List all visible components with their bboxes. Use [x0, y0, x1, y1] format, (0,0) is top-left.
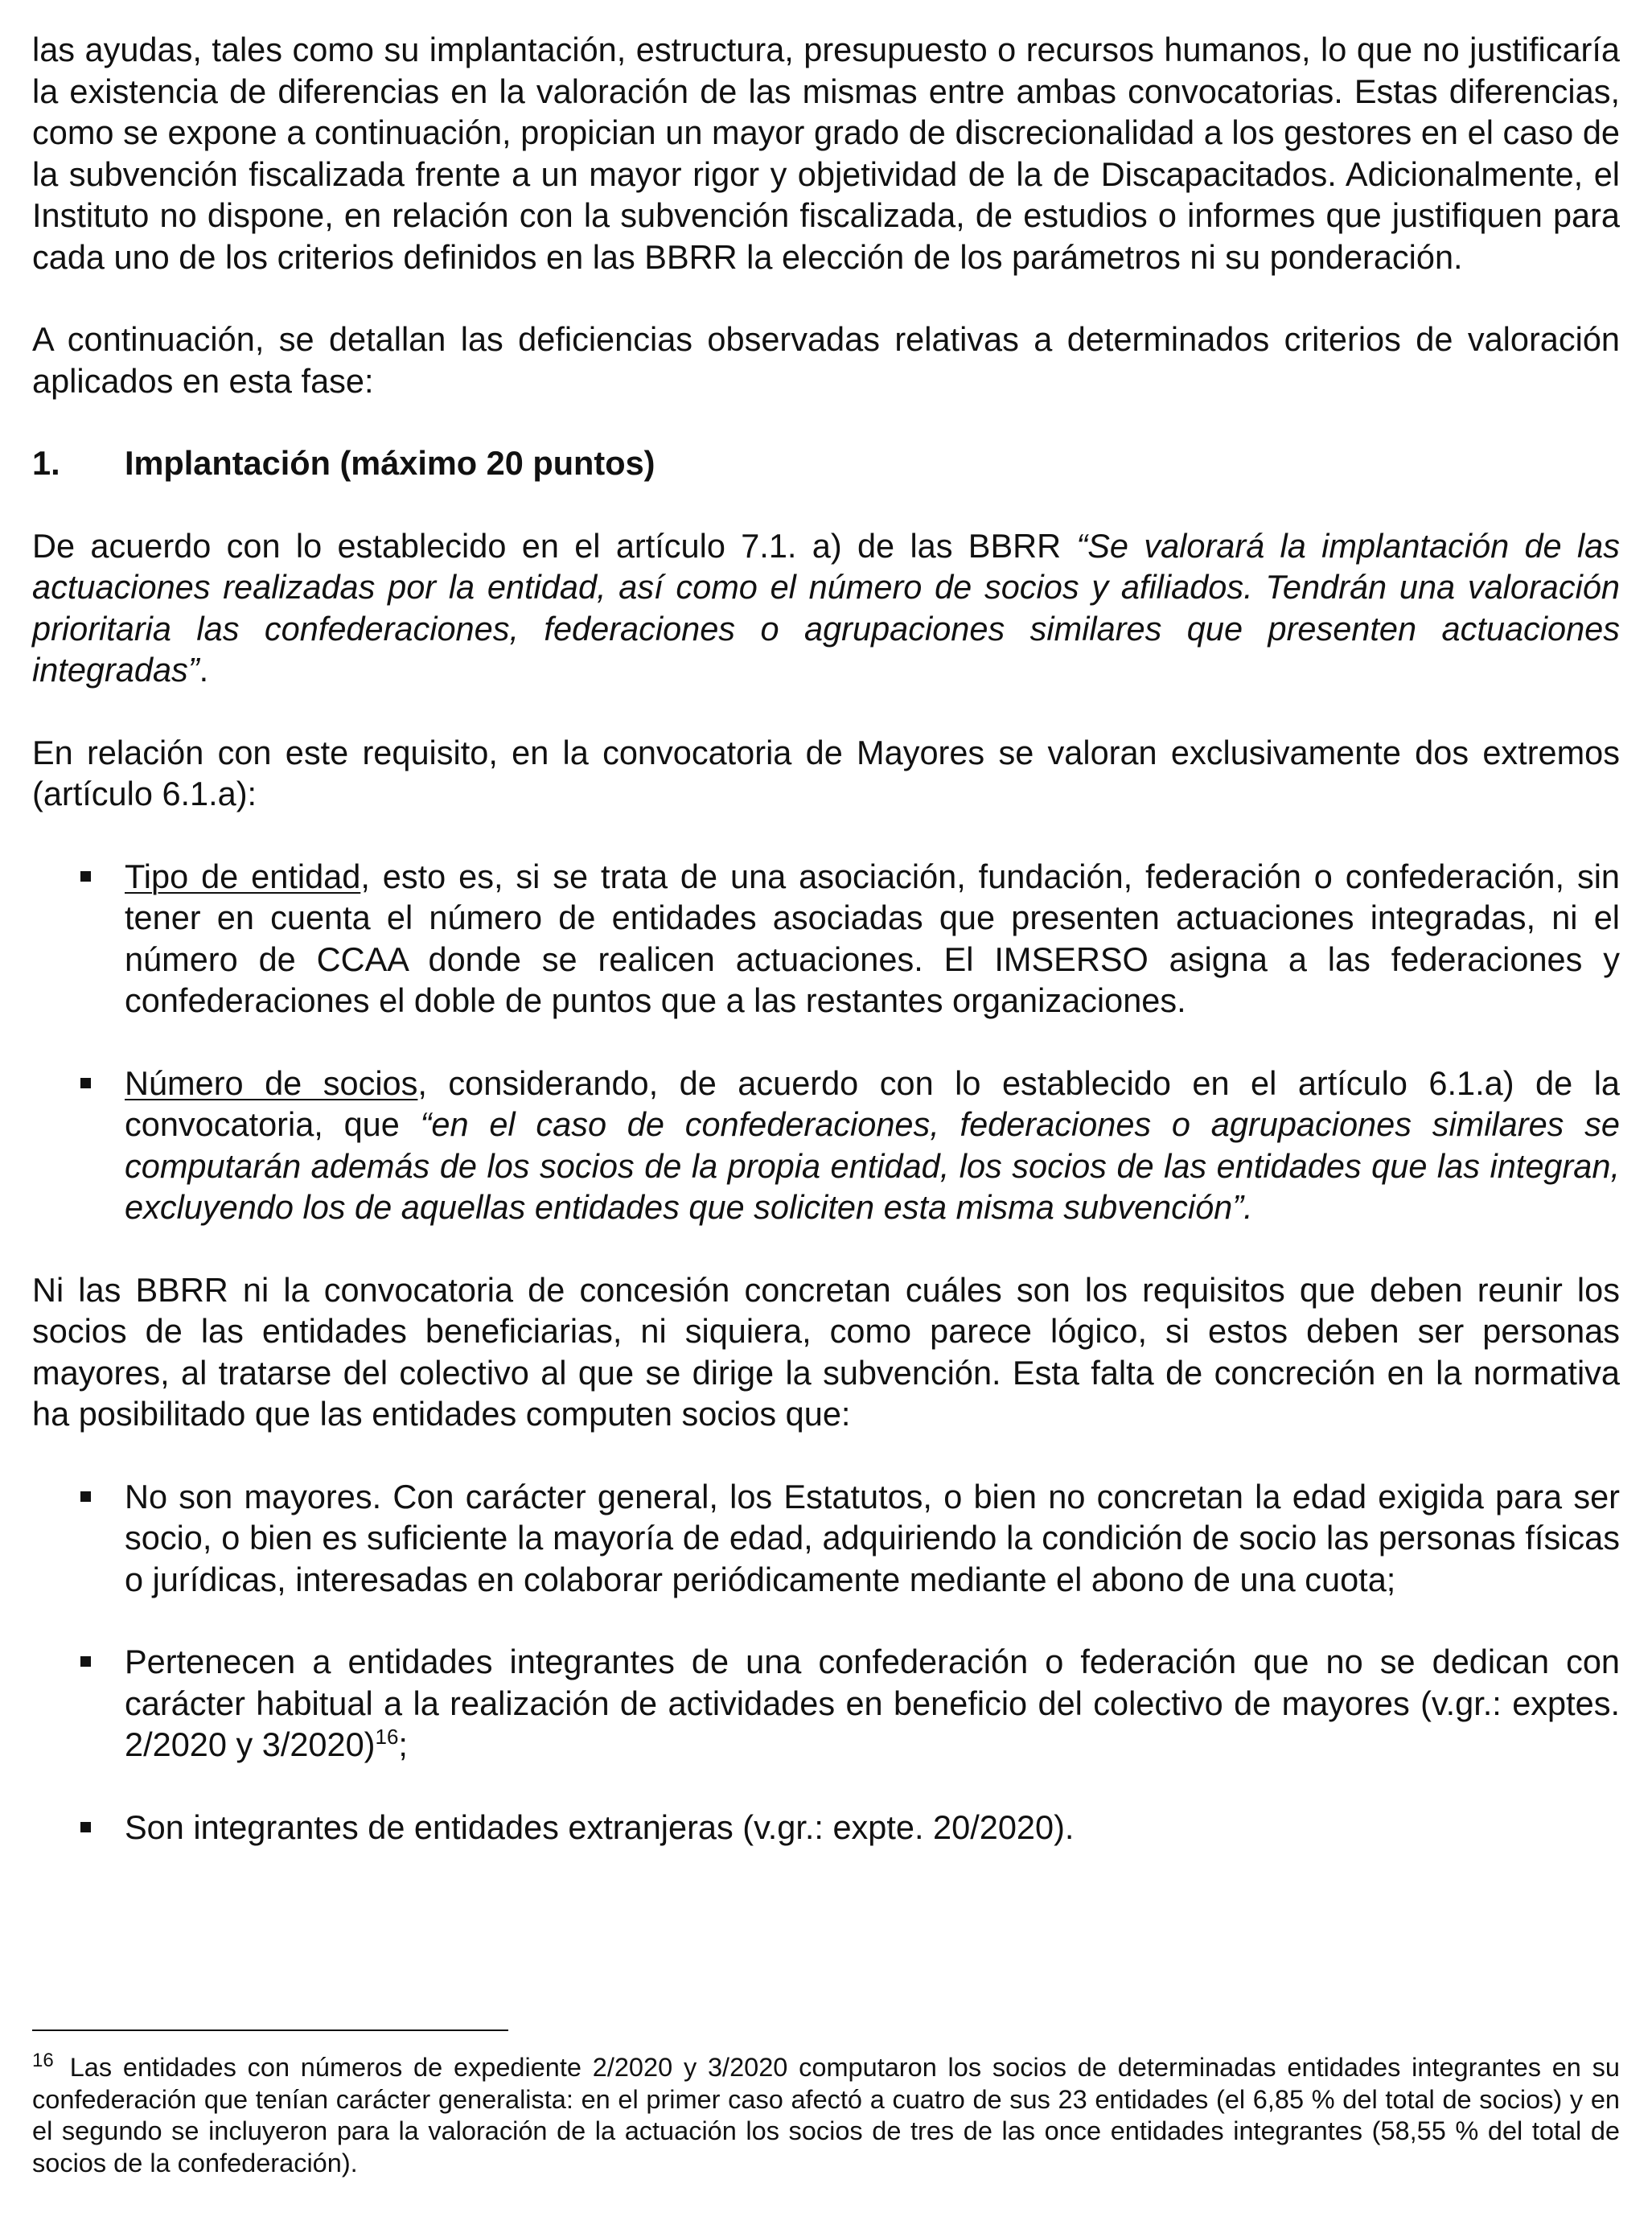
paragraph-end: . — [199, 651, 209, 689]
bullet-square-icon — [80, 1491, 91, 1502]
list-item — [32, 1807, 1620, 1848]
paragraph: las ayudas, tales como su implantación, estructura, presupuesto o recursos humanos, lo que no justificaría la existencia de diferencias en la valoración de las mismas entre ambas convocatorias. Estas diferencias, como se expone a continuación, propician un mayor grado de discrecionalidad a los gestores en el caso de la subvención fiscalizada frente a un mayor rigor y objetividad de la de Discapacitados. Adicionalmente, el Instituto no dispone, en relación con la subvención fiscalizada, de estudios o informes que justifiquen para cada uno de los criterios definidos en las BBRR la elección de los parámetros ni su ponderación. — [32, 31, 1620, 276]
paragraph: En relación con este requisito, en la convocatoria de Mayores se valoran exclusivamente dos extremos (artículo 6.1.a): — [32, 733, 1620, 812]
paragraph: A continuación, se detallan las deficiencias observadas relativas a determinados criterios de valoración aplicados en esta fase: — [32, 320, 1620, 400]
footnote-number: 16 — [32, 2050, 54, 2072]
list-item-text: , considerando, de acuerdo con lo establecido en el artículo 6.1.a) de la convocatoria, que — [125, 1063, 1621, 1143]
list-item — [32, 1641, 1620, 1766]
bullet-square-icon — [80, 871, 91, 882]
list-item-text: Pertenecen a entidades integrantes de una confederación o federación que no se dedican con carácter habitual a la realización de actividades en beneficio del colectivo de mayores (v.gr.: exptes. 2/2020 y 3/2020) — [125, 1643, 1620, 1763]
footnote-separator — [32, 2029, 508, 2031]
bullet-list — [32, 856, 1620, 1228]
bullet-list — [32, 1476, 1620, 1848]
list-item-text: , esto es, si se trata de una asociación, fundación, federación o confederación, sin tener en cuenta el número de entidades asociadas que presenten actuaciones integradas, ni el número de CCAA donde se realicen actuaciones. El IMSERSO asigna a las federaciones y confederaciones el doble de puntos que a las restantes organizaciones. — [125, 857, 1620, 1019]
quote: “Se valorará la implantación de las actuaciones realizadas por la entidad, así como el número de socios y afiliados. Tendrán una valoración prioritaria las confederaciones, federaciones o agrupaciones similares que presenten actuaciones integradas” — [32, 526, 1620, 689]
list-item-text: Son integrantes de entidades extranjeras (v.gr.: expte. 20/2020). — [125, 1807, 1075, 1846]
bullet-square-icon — [80, 1078, 91, 1088]
list-item-label: Número de socios — [125, 1063, 418, 1102]
paragraph-text: De acuerdo con lo establecido en el artículo 7.1. a) de las BBRR — [32, 526, 1077, 565]
quote: “en el caso de confederaciones, federaciones o agrupaciones similares se computarán además de los socios de la propia entidad, los socios de las entidades que las integran, excluyendo los de aquellas entidades que soliciten esta misma subvención”. — [125, 1105, 1620, 1226]
paragraph — [32, 525, 1620, 691]
list-item — [32, 1063, 1620, 1228]
list-item-end: ; — [398, 1725, 408, 1763]
footnote-text: Las entidades con números de expediente 2/2020 y 3/2020 computaron los socios de determinadas entidades integrantes en su confederación que tenían carácter generalista: en el primer caso afectó a cuatro de sus 23 entidades (el 6,85 % del total de socios) y en el segundo se incluyeron para la valoración de la actuación los socios de tres de las once entidades integrantes (58,55 % del total de socios de la confederación). — [32, 2053, 1620, 2177]
section-heading — [32, 442, 1620, 484]
paragraph: Ni las BBRR ni la convocatoria de concesión concretan cuáles son los requisitos que deben reunir los socios de las entidades beneficiarias, ni siquiera, como parece lógico, si estos deben ser personas mayores, al tratarse del colectivo al que se dirige la subvención. Esta falta de concreción en la normativa ha posibilitado que las entidades computen socios que: — [32, 1270, 1620, 1433]
list-item-text: No son mayores. Con carácter general, los Estatutos, o bien no concretan la edad exigida para ser socio, o bien es suficiente la mayoría de edad, adquiriendo la condición de socio las personas físicas o jurídicas, interesadas en colaborar periódicamente mediante el abono de una cuota; — [125, 1477, 1620, 1598]
list-item — [32, 1476, 1620, 1601]
footnote — [32, 2052, 1620, 2179]
bullet-square-icon — [80, 1656, 91, 1667]
document-body — [32, 29, 1620, 1848]
footnote-reference[interactable]: 16 — [375, 1725, 399, 1750]
section-number: 1. — [32, 444, 60, 482]
list-item — [32, 856, 1620, 1022]
bullet-square-icon — [80, 1822, 91, 1832]
section-title: Implantación (máximo 20 puntos) — [125, 444, 655, 482]
list-item-label: Tipo de entidad — [125, 857, 361, 895]
